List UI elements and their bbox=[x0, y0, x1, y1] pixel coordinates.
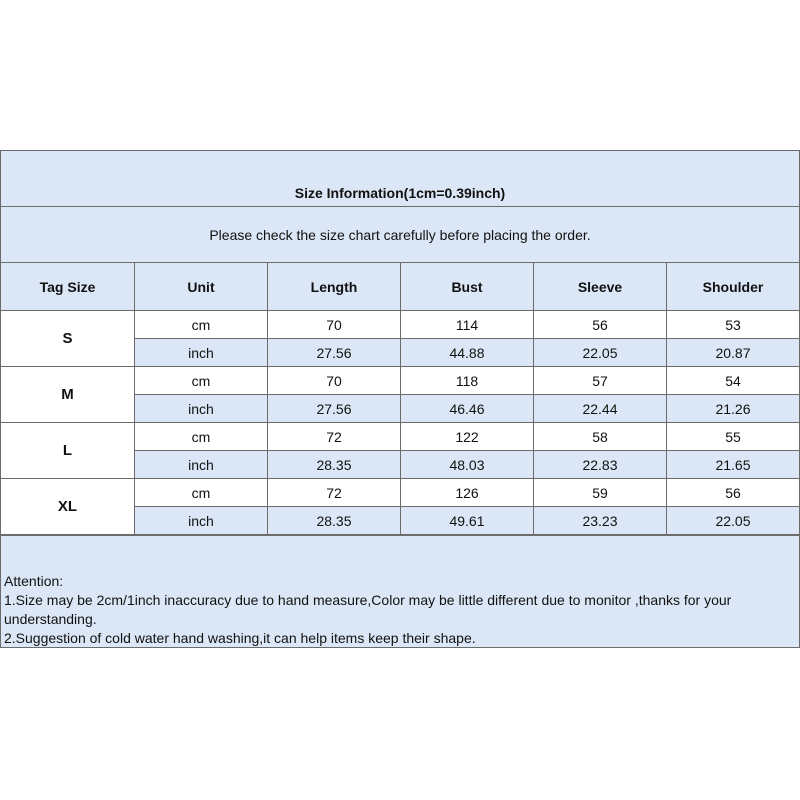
header-tag-size: Tag Size bbox=[0, 262, 135, 311]
unit-inch-cell: inch bbox=[134, 506, 268, 535]
attention-line-2: 2.Suggestion of cold water hand washing,it can help items keep their shape. bbox=[4, 630, 476, 646]
shoulder-cm-cell: 54 bbox=[666, 366, 800, 395]
length-inch-cell: 28.35 bbox=[267, 506, 401, 535]
sleeve-cm-cell: 58 bbox=[533, 422, 667, 451]
bust-cm-cell: 118 bbox=[400, 366, 534, 395]
shoulder-inch-cell: 20.87 bbox=[666, 338, 800, 367]
shoulder-inch-cell: 21.65 bbox=[666, 450, 800, 479]
tag-size-cell: S bbox=[0, 310, 135, 367]
bust-inch-cell: 44.88 bbox=[400, 338, 534, 367]
header-shoulder: Shoulder bbox=[666, 262, 800, 311]
unit-cm-cell: cm bbox=[134, 310, 268, 339]
sleeve-inch-cell: 22.44 bbox=[533, 394, 667, 423]
header-unit: Unit bbox=[134, 262, 268, 311]
attention-heading: Attention: bbox=[4, 573, 64, 589]
sleeve-cm-cell: 57 bbox=[533, 366, 667, 395]
size-chart bbox=[0, 150, 800, 648]
bust-cm-cell: 114 bbox=[400, 310, 534, 339]
unit-inch-cell: inch bbox=[134, 450, 268, 479]
size-chart-title: Size Information(1cm=0.39inch) bbox=[0, 150, 800, 207]
length-inch-cell: 28.35 bbox=[267, 450, 401, 479]
attention-line-1: 1.Size may be 2cm/1inch inaccuracy due to hand measure,Color may be little different due to monitor ,thanks for your understanding. bbox=[4, 592, 732, 627]
header-sleeve: Sleeve bbox=[533, 262, 667, 311]
sleeve-inch-cell: 22.83 bbox=[533, 450, 667, 479]
length-inch-cell: 27.56 bbox=[267, 338, 401, 367]
bust-cm-cell: 126 bbox=[400, 478, 534, 507]
sleeve-inch-cell: 23.23 bbox=[533, 506, 667, 535]
tag-size-cell: XL bbox=[0, 478, 135, 535]
shoulder-cm-cell: 53 bbox=[666, 310, 800, 339]
unit-cm-cell: cm bbox=[134, 478, 268, 507]
sleeve-inch-cell: 22.05 bbox=[533, 338, 667, 367]
shoulder-inch-cell: 22.05 bbox=[666, 506, 800, 535]
shoulder-inch-cell: 21.26 bbox=[666, 394, 800, 423]
sleeve-cm-cell: 59 bbox=[533, 478, 667, 507]
bust-inch-cell: 49.61 bbox=[400, 506, 534, 535]
tag-size-cell: M bbox=[0, 366, 135, 423]
unit-inch-cell: inch bbox=[134, 394, 268, 423]
unit-cm-cell: cm bbox=[134, 366, 268, 395]
bust-inch-cell: 46.46 bbox=[400, 394, 534, 423]
bust-cm-cell: 122 bbox=[400, 422, 534, 451]
length-cm-cell: 70 bbox=[267, 366, 401, 395]
length-cm-cell: 70 bbox=[267, 310, 401, 339]
shoulder-cm-cell: 55 bbox=[666, 422, 800, 451]
header-bust: Bust bbox=[400, 262, 534, 311]
shoulder-cm-cell: 56 bbox=[666, 478, 800, 507]
size-chart-notice: Please check the size chart carefully before placing the order. bbox=[0, 206, 800, 263]
attention-note bbox=[0, 535, 800, 648]
unit-inch-cell: inch bbox=[134, 338, 268, 367]
sleeve-cm-cell: 56 bbox=[533, 310, 667, 339]
length-cm-cell: 72 bbox=[267, 478, 401, 507]
length-inch-cell: 27.56 bbox=[267, 394, 401, 423]
length-cm-cell: 72 bbox=[267, 422, 401, 451]
bust-inch-cell: 48.03 bbox=[400, 450, 534, 479]
header-length: Length bbox=[267, 262, 401, 311]
unit-cm-cell: cm bbox=[134, 422, 268, 451]
tag-size-cell: L bbox=[0, 422, 135, 479]
